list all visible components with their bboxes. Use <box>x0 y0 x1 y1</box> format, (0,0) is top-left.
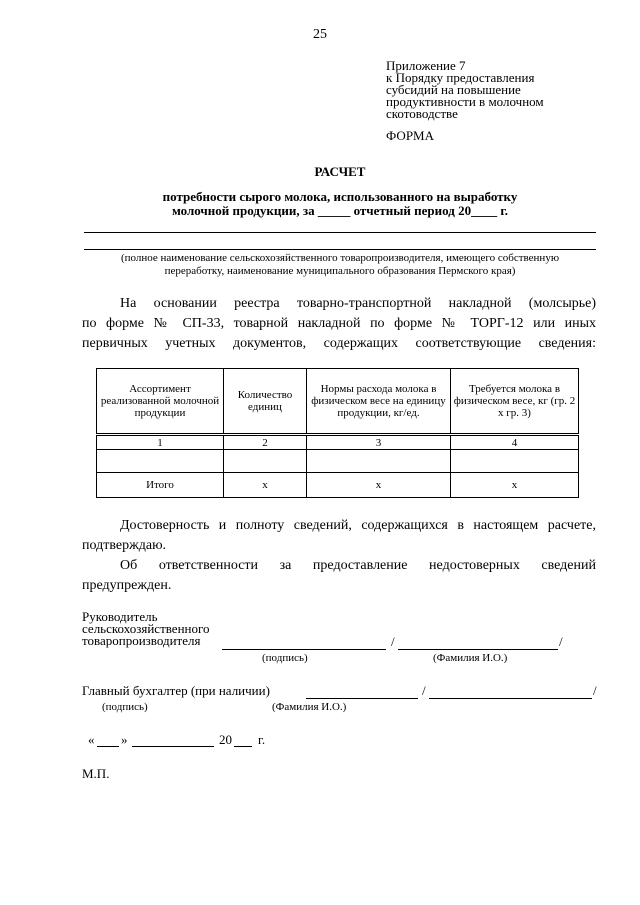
date-year-prefix: 20 <box>219 732 232 747</box>
date-open-quote: « <box>88 732 95 747</box>
column-number: 3 <box>307 435 451 450</box>
header-required: Требуется молока в физическом весе, кг (гр. 2 х гр. 3) <box>451 369 579 435</box>
appendix-line: Приложение 7 <box>386 58 466 73</box>
table-row <box>97 450 579 473</box>
confirmation-paragraph <box>82 516 596 556</box>
subtitle-line: потребности сырого молока, использованного на выработку <box>162 189 518 204</box>
appendix-line: субсидий на повышение <box>386 82 521 97</box>
paragraph-line: предупрежден. <box>82 578 172 593</box>
table-cell <box>97 450 224 473</box>
header-quantity: Количество единиц <box>224 369 307 435</box>
table-header-row <box>97 369 579 435</box>
paragraph-line: Достоверность и полноту сведений, содержащихся в настоящем расчете, <box>120 518 596 533</box>
signature-label-line: сельскохозяйственного <box>82 621 210 636</box>
paragraph-line: по форме № СП-33, товарной накладной по форме № ТОРГ-12 или иных <box>82 316 596 331</box>
table-total-row <box>97 473 579 498</box>
form-label: ФОРМА <box>386 128 434 143</box>
date-day-line <box>97 746 119 747</box>
head-name-line <box>398 649 558 650</box>
subtitle-line: молочной продукции, за _____ отчетный период 20____ г. <box>171 203 509 218</box>
date-close-quote: » <box>121 732 128 747</box>
total-label: Итого <box>97 473 224 498</box>
signature-label-line: Руководитель <box>82 609 158 624</box>
slash: / <box>422 683 426 698</box>
column-number: 2 <box>224 435 307 450</box>
slash: / <box>593 683 597 698</box>
paragraph-line: первичных учетных документов, содержащих соответствующие сведения: <box>82 336 596 351</box>
date-year-suffix: г. <box>258 732 266 747</box>
document-title: РАСЧЕТ <box>314 164 366 179</box>
column-number: 4 <box>451 435 579 450</box>
table-column-numbers-row <box>97 435 579 450</box>
basis-paragraph <box>82 294 596 354</box>
name-caption: (Фамилия И.О.) <box>272 701 347 713</box>
accountant-name-line <box>429 698 592 699</box>
head-signature-line <box>222 649 386 650</box>
appendix-line: к Порядку предоставления <box>386 70 535 85</box>
signature-caption: (подпись) <box>102 701 148 713</box>
accountant-label: Главный бухгалтер (при наличии) <box>82 683 270 698</box>
paragraph-line: На основании реестра товарно-транспортной накладной (молсырье) <box>120 296 596 311</box>
date-year-line <box>234 746 252 747</box>
producer-caption <box>84 252 596 278</box>
caption-line: (полное наименование сельскохозяйственного товаропроизводителя, имеющего собственную <box>120 252 560 264</box>
appendix-note <box>386 60 606 120</box>
date-month-line <box>132 746 214 747</box>
header-norms: Нормы расхода молока в физическом весе на единицу продукции, кг/ед. <box>307 369 451 435</box>
name-caption: (Фамилия И.О.) <box>433 652 508 664</box>
signature-caption: (подпись) <box>262 652 308 664</box>
calculation-table <box>96 368 579 498</box>
paragraph-line: подтверждаю. <box>82 538 167 553</box>
producer-name-line-2 <box>84 249 596 250</box>
head-signature-label <box>82 611 210 647</box>
slash: / <box>391 634 395 649</box>
total-cell: х <box>451 473 579 498</box>
table-cell <box>224 450 307 473</box>
table-cell <box>451 450 579 473</box>
total-cell: х <box>307 473 451 498</box>
accountant-signature-line <box>306 698 418 699</box>
table-cell <box>307 450 451 473</box>
appendix-line: скотоводстве <box>386 106 458 121</box>
producer-name-line-1 <box>84 232 596 233</box>
stamp-place: М.П. <box>82 766 110 781</box>
total-cell: х <box>224 473 307 498</box>
page-number: 25 <box>313 27 327 42</box>
paragraph-line: Об ответственности за предоставление недостоверных сведений <box>120 558 596 573</box>
column-number: 1 <box>97 435 224 450</box>
caption-line: переработку, наименование муниципального образования Пермского края) <box>164 265 516 277</box>
appendix-line: продуктивности в молочном <box>386 94 544 109</box>
signature-label-line: товаропроизводителя <box>82 633 201 648</box>
responsibility-paragraph <box>82 556 596 596</box>
slash: / <box>559 634 563 649</box>
header-assortment: Ассортимент реализованной молочной продукции <box>97 369 224 435</box>
document-subtitle <box>0 190 640 218</box>
